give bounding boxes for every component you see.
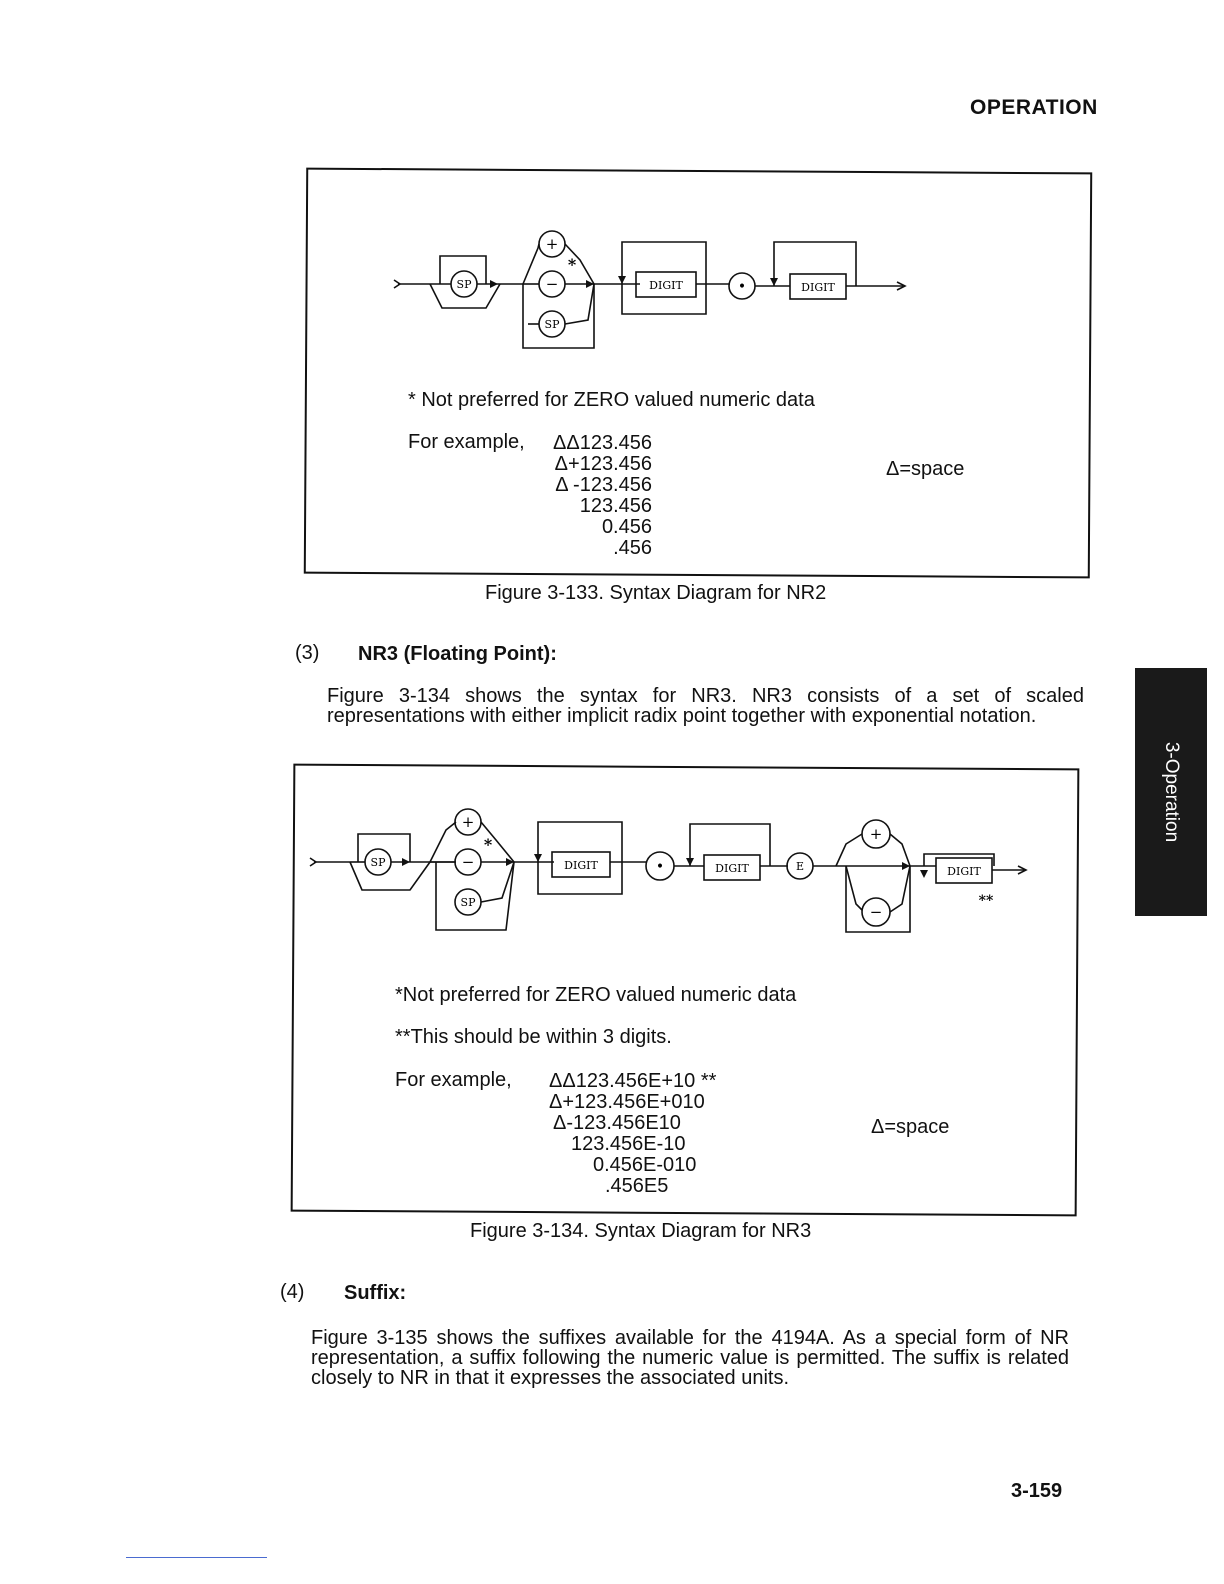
star-mark: * xyxy=(483,835,493,854)
digit-label: DIGIT xyxy=(564,859,598,872)
nr2-note: * Not preferred for ZERO valued numeric data xyxy=(408,389,815,411)
example-item: Δ+123.456E+010 xyxy=(549,1091,705,1113)
nr3-example-list xyxy=(549,1071,749,1197)
nr3-example-label: For example, xyxy=(395,1069,512,1091)
example-item: Δ -123.456 xyxy=(555,474,652,496)
figure-3-134-caption: Figure 3-134. Syntax Diagram for NR3 xyxy=(470,1220,812,1242)
scan-edge-rule xyxy=(126,1557,267,1558)
sp-label-2: SP xyxy=(544,318,560,331)
section-3-number: (3) xyxy=(295,642,320,664)
double-star-mark: ** xyxy=(978,893,994,909)
side-tab-label: 3-Operation xyxy=(1161,741,1182,843)
chapter-side-tab xyxy=(1135,668,1207,916)
section-3-title: NR3 (Floating Point): xyxy=(358,643,557,665)
nr3-space-legend: Δ=space xyxy=(871,1116,950,1138)
sp-label: SP xyxy=(456,278,472,291)
nr2-example-list xyxy=(540,433,652,559)
example-item: ΔΔ123.456 xyxy=(552,432,652,454)
example-item: 123.456 xyxy=(579,495,652,517)
dot-label: • xyxy=(737,279,747,295)
exp-minus-label: − xyxy=(869,903,883,921)
example-item: 123.456E-10 xyxy=(571,1133,686,1155)
digit-label-2: DIGIT xyxy=(801,281,835,294)
example-item: .456 xyxy=(613,537,652,559)
nr2-space-legend: Δ=space xyxy=(886,458,965,480)
nr3-syntax-diagram xyxy=(306,800,1036,945)
minus-label: − xyxy=(461,853,475,871)
dot-label: • xyxy=(655,859,665,875)
example-item: .456E5 xyxy=(605,1175,669,1197)
exp-plus-label: + xyxy=(869,825,883,843)
example-item: 0.456 xyxy=(601,516,652,538)
section-header: OPERATION xyxy=(970,96,1098,119)
e-label: E xyxy=(795,860,805,873)
nr3-note-1: *Not preferred for ZERO valued numeric data xyxy=(395,984,797,1006)
example-item: Δ-123.456E10 xyxy=(553,1112,681,1134)
minus-label: − xyxy=(545,275,559,293)
nr2-syntax-diagram xyxy=(390,220,920,360)
plus-label: + xyxy=(461,813,475,831)
digit-label-3: DIGIT xyxy=(947,865,981,878)
example-item: Δ+123.456 xyxy=(554,453,652,475)
section-4-paragraph: Figure 3-135 shows the suffixes available for the 4194A. As a special form of NR representation, a suffix following the numeric value is permitted. The suffix is related closely to NR in that it expresses the associated units. xyxy=(311,1327,1069,1389)
section-4-number: (4) xyxy=(280,1281,305,1303)
nr2-example-label: For example, xyxy=(408,431,525,453)
example-item: 0.456E-010 xyxy=(593,1154,697,1176)
section-4-title: Suffix: xyxy=(344,1282,407,1304)
digit-label-2: DIGIT xyxy=(715,862,749,875)
nr3-note-2: **This should be within 3 digits. xyxy=(395,1026,672,1048)
sp-label: SP xyxy=(370,856,386,869)
plus-label: + xyxy=(545,235,559,253)
figure-3-133-caption: Figure 3-133. Syntax Diagram for NR2 xyxy=(485,582,827,604)
sp-label-2: SP xyxy=(460,896,476,909)
page-number: 3-159 xyxy=(1011,1480,1063,1502)
star-mark: * xyxy=(567,255,577,274)
example-item: ΔΔ123.456E+10 ** xyxy=(549,1070,717,1092)
digit-label: DIGIT xyxy=(649,279,683,292)
section-3-paragraph: Figure 3-134 shows the syntax for NR3. NR3 consists of a set of scaled representations with either implicit radix point together with exponential notation. xyxy=(327,685,1084,727)
